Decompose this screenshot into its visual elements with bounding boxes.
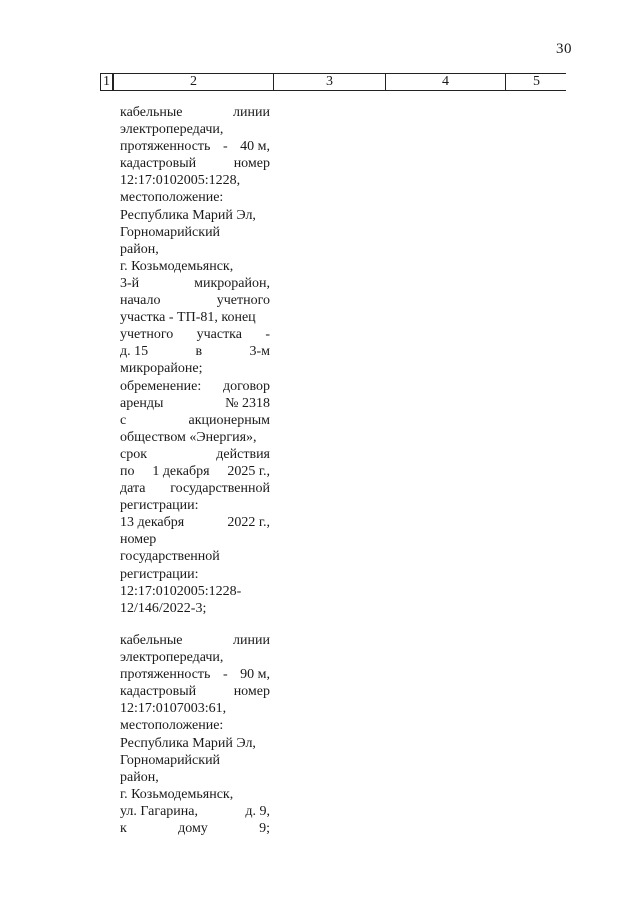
text-fragment: микрорайон, bbox=[194, 275, 270, 291]
text-fragment: кадастровый bbox=[120, 156, 197, 172]
text-fragment: г. Козьмодемьянск, bbox=[120, 258, 234, 274]
text-fragment: Республика Марий Эл, bbox=[120, 735, 256, 751]
text-fragment: район, bbox=[120, 769, 159, 785]
text-fragment: 13 декабря bbox=[120, 515, 185, 531]
text-fragment: местоположение: bbox=[120, 718, 224, 734]
text-fragment: - bbox=[222, 667, 228, 683]
column-header-3: 3 bbox=[274, 74, 386, 90]
column-header-1: 1 bbox=[101, 74, 114, 90]
text-fragment: Республика Марий Эл, bbox=[120, 207, 256, 223]
text-fragment: Горномарийский bbox=[120, 224, 221, 240]
text-fragment: 3-м bbox=[249, 344, 270, 360]
text-fragment: микрорайоне; bbox=[120, 361, 203, 377]
text-fragment: 12:17:0107003:61, bbox=[120, 701, 227, 717]
text-line bbox=[120, 189, 270, 206]
text-fragment: район, bbox=[120, 241, 159, 257]
text-fragment: протяженность bbox=[120, 139, 211, 155]
text-line bbox=[120, 258, 270, 275]
text-line bbox=[120, 600, 270, 617]
text-fragment: - bbox=[222, 139, 228, 155]
text-line bbox=[120, 121, 270, 138]
text-line bbox=[120, 241, 270, 258]
text-line bbox=[120, 104, 270, 121]
text-line bbox=[120, 752, 270, 769]
text-fragment: 12:17:0102005:1228, bbox=[120, 173, 241, 189]
text-fragment: учетного bbox=[120, 327, 174, 343]
text-line bbox=[120, 155, 270, 172]
text-fragment: дата bbox=[120, 481, 146, 497]
text-fragment: государственной bbox=[120, 549, 220, 565]
text-fragment: акционерным bbox=[188, 412, 270, 428]
text-fragment: регистрации: bbox=[120, 498, 199, 514]
text-fragment: линии bbox=[233, 105, 270, 120]
text-line bbox=[120, 463, 270, 480]
text-fragment: 40 м, bbox=[240, 139, 270, 155]
text-fragment: обществом «Энергия», bbox=[120, 429, 257, 445]
text-fragment: электропередачи, bbox=[120, 650, 224, 666]
text-fragment: ул. Гагарина, bbox=[120, 803, 198, 819]
text-line bbox=[120, 566, 270, 583]
text-fragment: электропередачи, bbox=[120, 122, 224, 138]
text-fragment: обременение: bbox=[120, 378, 202, 394]
text-fragment: кабельные bbox=[120, 633, 183, 648]
text-line bbox=[120, 446, 270, 463]
column-header-2: 2 bbox=[114, 74, 274, 90]
text-line bbox=[120, 514, 270, 531]
text-line bbox=[120, 583, 270, 600]
text-fragment: г. Козьмодемьянск, bbox=[120, 786, 234, 802]
text-line bbox=[120, 292, 270, 309]
table-entry-cable-line-61 bbox=[120, 632, 270, 837]
text-fragment: линии bbox=[233, 633, 270, 648]
text-line bbox=[120, 683, 270, 700]
text-fragment: учетного bbox=[216, 293, 270, 309]
text-fragment: д. 15 bbox=[120, 344, 149, 360]
text-line bbox=[120, 412, 270, 429]
text-line bbox=[120, 700, 270, 717]
text-fragment: аренды bbox=[120, 395, 164, 411]
text-fragment: д. 9, bbox=[245, 803, 270, 819]
text-fragment: 2022 г., bbox=[227, 515, 270, 531]
text-line bbox=[120, 360, 270, 377]
text-fragment: кабельные bbox=[120, 105, 183, 120]
text-line bbox=[120, 275, 270, 292]
text-fragment: кадастровый bbox=[120, 684, 197, 700]
text-line bbox=[120, 326, 270, 343]
text-line bbox=[120, 497, 270, 514]
text-fragment: участка bbox=[196, 327, 242, 343]
text-fragment: 9; bbox=[259, 821, 270, 837]
text-fragment: 90 м, bbox=[240, 667, 270, 683]
text-line bbox=[120, 786, 270, 803]
text-fragment: в bbox=[195, 344, 203, 360]
text-line bbox=[120, 803, 270, 820]
text-line bbox=[120, 395, 270, 412]
text-fragment: действия bbox=[216, 446, 270, 462]
text-fragment: дому bbox=[178, 821, 208, 837]
text-line bbox=[120, 207, 270, 224]
text-fragment: номер bbox=[233, 684, 270, 700]
text-fragment: № 2318 bbox=[225, 395, 270, 411]
text-line bbox=[120, 429, 270, 446]
text-line bbox=[120, 820, 270, 837]
table-entry-cable-line-1228 bbox=[120, 104, 270, 617]
text-fragment: местоположение: bbox=[120, 190, 224, 206]
text-line bbox=[120, 666, 270, 683]
text-fragment: - bbox=[265, 327, 270, 343]
text-fragment: номер bbox=[120, 532, 157, 548]
text-line bbox=[120, 224, 270, 241]
text-line bbox=[120, 309, 270, 326]
text-fragment: договор bbox=[222, 378, 270, 394]
text-fragment: 3-й bbox=[120, 275, 140, 291]
text-fragment: по bbox=[120, 463, 135, 479]
text-line bbox=[120, 548, 270, 565]
text-line bbox=[120, 378, 270, 395]
text-fragment: регистрации: bbox=[120, 566, 199, 582]
text-fragment: 12:17:0102005:1228- bbox=[120, 583, 242, 599]
text-fragment: государственной bbox=[170, 481, 270, 497]
text-fragment: участка - ТП-81, конец bbox=[120, 310, 256, 326]
text-fragment: номер bbox=[233, 156, 270, 172]
column-header-4: 4 bbox=[386, 74, 506, 90]
text-line bbox=[120, 480, 270, 497]
text-line bbox=[120, 649, 270, 666]
text-line bbox=[120, 717, 270, 734]
text-fragment: 2025 г., bbox=[227, 463, 270, 479]
text-line bbox=[120, 343, 270, 360]
text-line bbox=[120, 632, 270, 649]
table-header-row bbox=[100, 73, 566, 91]
text-fragment: срок bbox=[120, 446, 148, 462]
page-number: 30 bbox=[556, 41, 572, 57]
text-fragment: начало bbox=[120, 293, 161, 309]
text-fragment: протяженность bbox=[120, 667, 211, 683]
text-fragment: Горномарийский bbox=[120, 752, 221, 768]
text-line bbox=[120, 735, 270, 752]
text-line bbox=[120, 138, 270, 155]
text-line bbox=[120, 172, 270, 189]
text-line bbox=[120, 531, 270, 548]
text-fragment: с bbox=[120, 412, 127, 428]
text-fragment: к bbox=[120, 821, 127, 837]
column-header-5: 5 bbox=[533, 74, 540, 89]
text-fragment: 12/146/2022-3; bbox=[120, 600, 207, 616]
text-fragment: 1 декабря bbox=[152, 463, 210, 479]
text-line bbox=[120, 769, 270, 786]
